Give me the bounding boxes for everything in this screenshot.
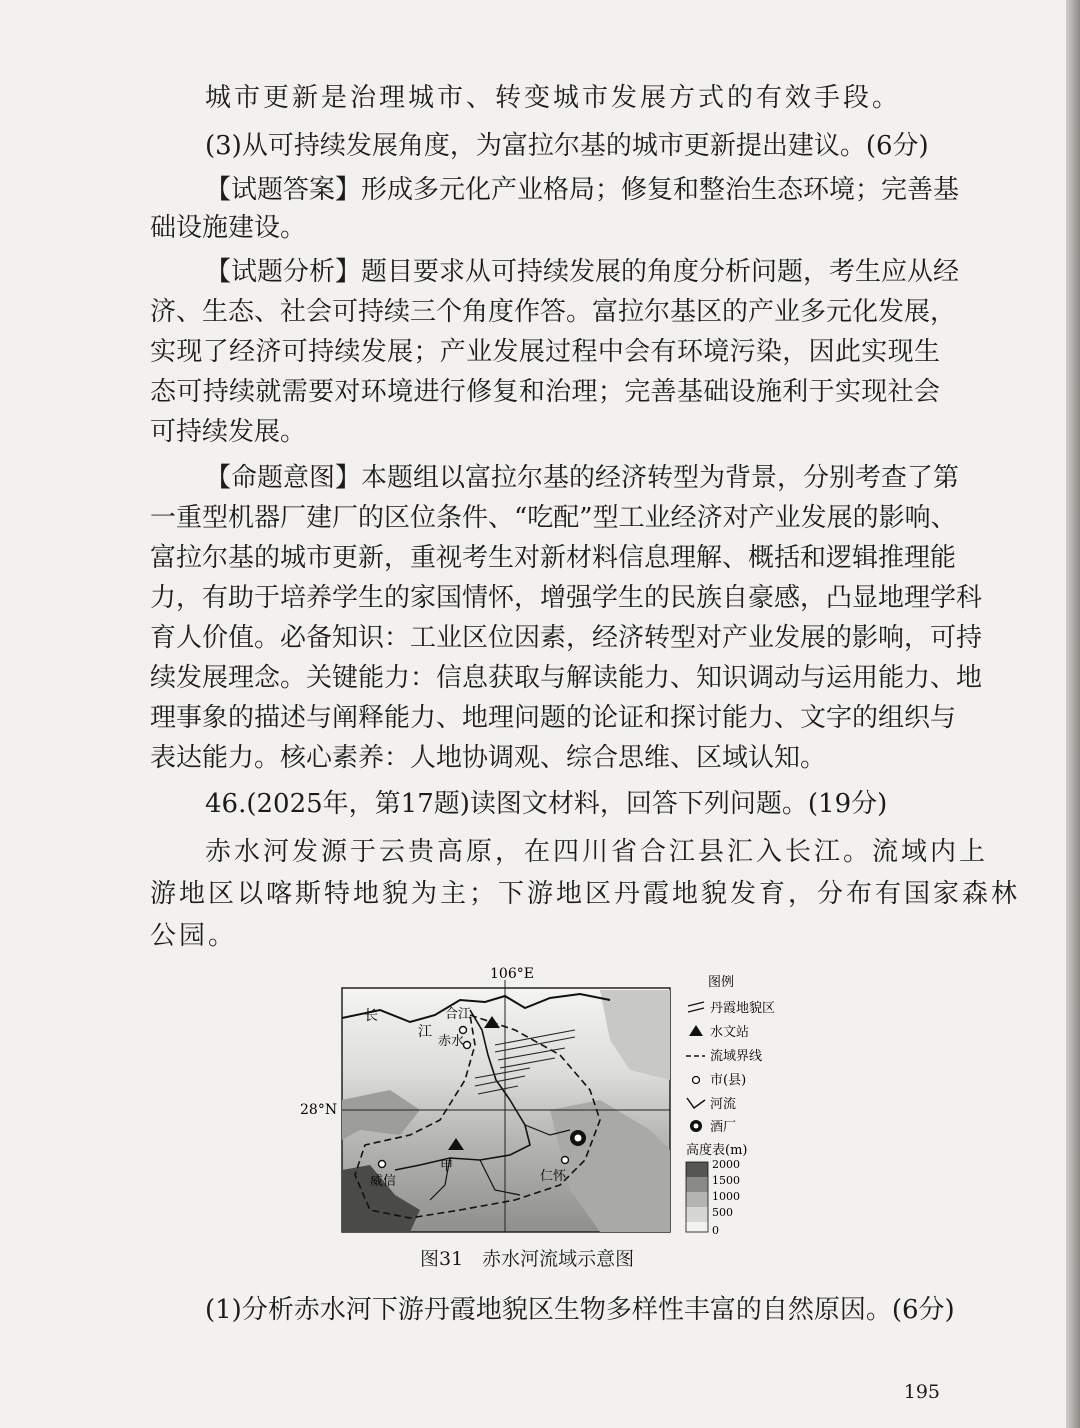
intent-line: 续发展理念。关键能力：信息获取与解读能力、知识调动与运用能力、地 xyxy=(150,663,983,693)
legend-danxia: 丹霞地貌区 xyxy=(710,1001,776,1016)
answer-line: 础设施建设。 xyxy=(150,213,307,243)
elevation-tick: 1000 xyxy=(712,1190,740,1203)
elevation-tick: 2000 xyxy=(712,1158,740,1171)
town-weixin-icon xyxy=(379,1161,386,1168)
material-line: 赤水河发源于云贵高原，在四川省合江县汇入长江。流域内上 xyxy=(205,837,989,867)
legend-town: 市(县) xyxy=(710,1073,747,1088)
intent-line: 力，有助于培养学生的家国情怀，增强学生的民族自豪感，凸显地理学科 xyxy=(150,583,983,613)
intent-line: 一重型机器厂建厂的区位条件、“吃配”型工业经济对产业发展的影响、 xyxy=(150,503,957,533)
intent-line: 表达能力。核心素养：人地协调观、综合思维、区域认知。 xyxy=(150,743,827,773)
elevation-tick: 1500 xyxy=(712,1174,740,1187)
intent-line: 育人价值。必备知识：工业区位因素，经济转型对产业发展的影响，可持 xyxy=(150,623,983,653)
town-renhuai-icon xyxy=(562,1157,569,1164)
elevation-tick: 500 xyxy=(712,1206,733,1219)
label-weixin: 威信 xyxy=(370,1174,397,1189)
legend-station: 水文站 xyxy=(710,1025,750,1040)
legend-boundary: 流域界线 xyxy=(710,1049,763,1064)
question-3: (3)从可持续发展角度，为富拉尔基的城市更新提出建议。(6分) xyxy=(205,131,929,161)
answer-line: 【试题答案】形成多元化产业格局；修复和整治生态环境；完善基 xyxy=(205,175,960,205)
label-jiang: 江 xyxy=(418,1024,432,1040)
analysis-line: 态可持续就需要对环境进行修复和治理；完善基础设施利于实现社会 xyxy=(150,377,940,407)
analysis-line: 实现了经济可持续发展；产业发展过程中会有环境污染，因此实现生 xyxy=(150,337,940,367)
material-line: 公园。 xyxy=(150,921,238,951)
elevation-tick: 0 xyxy=(712,1224,719,1237)
town-hejiang-icon xyxy=(460,1027,467,1034)
town-chishui-icon xyxy=(464,1042,471,1049)
intent-line: 【命题意图】本题组以富拉尔基的经济转型为背景，分别考查了第 xyxy=(205,463,960,493)
label-chang: 长 xyxy=(364,1008,378,1024)
latitude-label: 28°N xyxy=(300,1102,338,1118)
material-line: 游地区以喀斯特地貌为主；下游地区丹霞地貌发育，分布有国家森林 xyxy=(150,879,1021,909)
label-jia: 甲 xyxy=(440,1159,454,1174)
page-edge xyxy=(1066,0,1080,1428)
analysis-line: 【试题分析】题目要求从可持续发展的角度分析问题，考生应从经 xyxy=(205,257,960,287)
intent-line: 理事象的描述与阐释能力、地理问题的论证和探讨能力、文字的组织与 xyxy=(150,703,957,733)
river-icon xyxy=(687,1098,705,1108)
label-renhuai: 仁怀 xyxy=(540,1169,567,1184)
intent-line: 富拉尔基的城市更新，重视考生对新材料信息理解、概括和逻辑推理能 xyxy=(150,543,957,573)
legend-river: 河流 xyxy=(710,1097,737,1112)
legend-title: 图例 xyxy=(708,975,735,990)
text-line: 城市更新是治理城市、转变城市发展方式的有效手段。 xyxy=(205,83,902,113)
label-hejiang: 合江 xyxy=(445,1007,472,1022)
analysis-line: 可持续发展。 xyxy=(150,417,307,447)
hydrological-station-icon xyxy=(689,1025,703,1036)
figure-caption: 图31 赤水河流域示意图 xyxy=(420,1248,635,1270)
map-legend xyxy=(686,975,775,1237)
question-46-1: (1)分析赤水河下游丹霞地貌区生物多样性丰富的自然原因。(6分) xyxy=(205,1295,955,1325)
longitude-label: 106°E xyxy=(490,966,534,982)
chishui-river-basin-map xyxy=(300,960,800,1242)
label-chishui: 赤水 xyxy=(438,1034,465,1049)
question-46: 46.(2025年，第17题)读图文材料，回答下列问题。(19分) xyxy=(205,789,888,819)
page-number: 195 xyxy=(903,1381,940,1403)
legend-elevation-title: 高度表(m) xyxy=(686,1143,748,1158)
analysis-line: 济、生态、社会可持续三个角度作答。富拉尔基区的产业多元化发展， xyxy=(150,297,957,327)
legend-distillery: 酒厂 xyxy=(710,1120,737,1135)
town-icon xyxy=(693,1077,700,1084)
